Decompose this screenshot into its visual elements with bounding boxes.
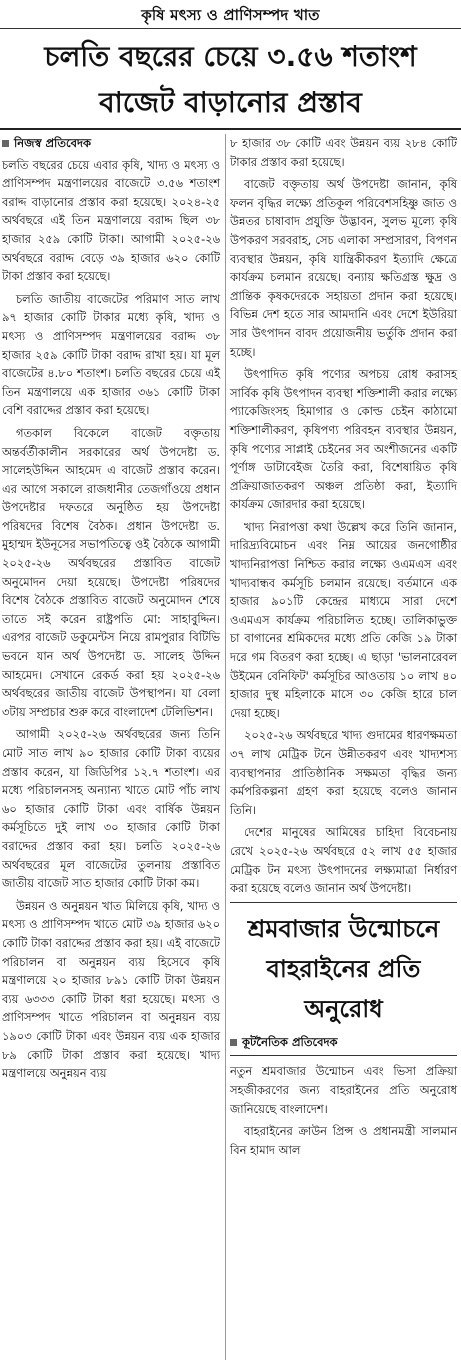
byline-rule — [230, 1055, 457, 1056]
paragraph: গতকাল বিকেলে বাজেট বক্তৃতায় অন্তর্বর্তীকালীন সরকারের অর্থ উপদেষ্টা ড. সালেহউদ্দিন আহমেদ এ বাজেট প্রস্তাব করেন। এর আগে সকালে রাজধানীর তেজগাঁওয়ে প্রধান উপদেষ্টার দফতরে অনুষ্ঠিত হয় উপদেষ্টা পরিষদের বিশেষ বৈঠক। প্রধান উপদেষ্টা ড. মুহাম্মদ ইউনূসের সভাপতিত্বে ওই বৈঠকে আগামী ২০২৫-২৬ অর্থবছরের প্রস্তাবিত বাজেট অনুমোদন দেয়া হয়েছে। উপদেষ্টা পরিষদের বিশেষ বৈঠকে প্রস্তাবিত বাজেট অনুমোদন শেষে তাতে সই করেন রাষ্ট্রপতি মো: সাহাবুদ্দিন। এরপর বাজেট ডকুমেন্টস নিয়ে রামপুরার বিটিভি ভবনে যান অর্থ উপদেষ্টা ড. সালেহ উদ্দিন আহমেদ। সেখানে রেকর্ড করা হয় ২০২৫-২৬ অর্থবছরের জাতীয় বাজেট উপস্থাপন। যা বেলা ৩টায় সম্প্রচার শুরু করে বাংলাদেশ টেলিভিশন। — [2, 425, 220, 719]
article-left-column — [2, 134, 220, 1087]
article-right-column — [230, 134, 457, 1163]
bullet-square-icon — [230, 1039, 237, 1046]
byline-text: কূটনৈতিক প্রতিবেদক — [242, 1034, 338, 1049]
headline: চলতি বছরের চেয়ে ৩.৫৬ শতাংশ বাজেট বাড়ানোর প্রস্তাব — [44, 40, 417, 119]
second-story-headline: শ্রমবাজার উন্মোচনে বাহরাইনের প্রতি অনুরোধ — [247, 914, 440, 1023]
paragraph: চলতি জাতীয় বাজেটের পরিমাণ সাত লাখ ৯৭ হাজার কোটি টাকার মধ্যে কৃষি, খাদ্য ও মৎস্য ও প্রাণিসম্পদ মন্ত্রণালয়ের বরাদ্দ ৩৮ হাজার ২৫৯ কোটি টাকা বরাদ্দ রাখা হয়। যা মূল বাজেটের ৪.৮০ শতাংশ। চলতি বছরের চেয়ে এই তিন মন্ত্রণালয়ে এক হাজার ৩৬১ কোটি টাকা বেশি বরাদ্দের প্রস্তাব করা হয়েছে। — [2, 291, 220, 418]
paragraph: নতুন শ্রমবাজার উন্মোচন এবং ভিসা প্রক্রিয়া সহজীকরণের জন্য বাহরাইনের প্রতি অনুরোধ জানিয়েছে বাংলাদেশ। — [230, 1064, 457, 1116]
byline-text: নিজস্ব প্রতিবেদক — [14, 136, 92, 150]
kicker-rule — [0, 28, 461, 29]
paragraph: উৎপাদিত কৃষি পণ্যের অপচয় রোধ করাসহ সার্বিক কৃষি উৎপাদন ব্যবস্থা শক্তিশালী করার লক্ষ্যে প্যাকেজিংসহ হিমাগার ও কোল্ড চেইন কাঠামো শক্তিশালীকরণ, কৃষিপণ্য পরিবহন ব্যবস্থার উন্নয়ন, কৃষি পণ্যের সাপ্লাই চেইনের সব অংশীজনের একটি পূর্ণাঙ্গ ডাটাবেইজ তৈরি করা, বিশেষায়িত কৃষি প্রক্রিয়াজাতকরণ অঞ্চল প্রতিষ্ঠা করা, ইত্যাদি কার্যক্রম জোরদার করা হয়েছে। — [230, 367, 457, 512]
story-separator — [230, 902, 457, 903]
paragraph: বাহরাইনের ক্রাউন প্রিন্স ও প্রধানমন্ত্রী সালমান বিন হামাদ আল — [230, 1124, 457, 1157]
paragraph: আগামী ২০২৫-২৬ অর্থবছরের জন্য তিনি মোট সাত লাখ ৯০ হাজার কোটি টাকা ব্যয়ের প্রস্তাব করেন, যা জিডিপির ১২.৭ শতাংশ। এর মধ্যে পরিচালনসহ অন্যান্য খাতে মোট পাঁচ লাখ ৬০ হাজার কোটি টাকা এবং বার্ষিক উন্নয়ন কর্মসূচিতে দুই লাখ ৩০ হাজার কোটি টাকা বরাদ্দের প্রস্তাব করা হয়। চলতি ২০২৫-২৬ অর্থবছরের মূল বাজেটের তুলনায় প্রস্তাবিত জাতীয় বাজেট সাত হাজার কোটি টাকা কম। — [2, 727, 220, 891]
headline-rule — [0, 128, 461, 130]
paragraph: চলতি বছরের চেয়ে এবার কৃষি, খাদ্য ও মৎস্য ও প্রাণিসম্পদ মন্ত্রণালয়ের বাজেটে ৩.৫৬ শতাংশ বরাদ্দ বাড়ানোর প্রস্তাব করা হয়েছে। ২০২৪-২৫ অর্থবছরে এই তিন মন্ত্রণালয়ে বরাদ্দ ছিল ৩৮ হাজার ২৫৯ কোটি টাকা। আগামী ২০২৫-২৬ অর্থবছরে বরাদ্দ বেড়ে ৩৯ হাজার ৬২০ কোটি টাকা প্রস্তাব করা হয়েছে। — [2, 157, 220, 284]
paragraph: ৮ হাজার ৩৮ কোটি এবং উন্নয়ন ব্যয় ২৮৪ কোটি টাকার প্রস্তাব করা হয়েছে। — [230, 136, 457, 169]
paragraph: বাজেট বক্তৃতায় অর্থ উপদেষ্টা জানান, কৃষি ফলন বৃদ্ধির লক্ষ্যে প্রতিকূল পরিবেশসহিষ্ণু জাত ও উন্নতর চাষাবাদ প্রযুক্তি উদ্ভাবন, সুলভ মূল্যে কৃষি উপকরণ সরবরাহ, সেচ এলাকা সম্প্রসারণ, বিপণন ব্যবস্থার উন্নয়ন, কৃষি যান্ত্রিকীকরণ ইত্যাদি ক্ষেত্রে কার্যক্রম চলমান রয়েছে। বন্যায় ক্ষতিগ্রস্ত ক্ষুদ্র ও প্রান্তিক কৃষকদেরকে সহায়তা প্রদান করা হয়েছে। বিভিন্ন দেশ হতে সার আমদানি এবং দেশে ইউরিয়া সার উৎপাদন বাবদ প্রয়োজনীয় ভর্তুকি প্রদান করা হচ্ছে। — [230, 177, 457, 359]
paragraph: দেশের মানুষের আমিষের চাহিদা বিবেচনায় রেখে ২০২৫-২৬ অর্থবছরে ৫২ লাখ ৫৫ হাজার মেট্রিক টন মৎস্য উৎপাদনের লক্ষ্যমাত্রা নির্ধারণ করা হয়েছে বলেও জানান অর্থ উপদেষ্টা। — [230, 825, 457, 896]
byline — [230, 1033, 457, 1052]
paragraph: ২০২৫-২৬ অর্থবছরে খাদ্য গুদামের ধারণক্ষমতা ৩৭ লাখ মেট্রিক টনে উন্নীতকরণ এবং খাদ্যশস্য ব্যবস্থাপনার প্রাতিষ্ঠানিক সক্ষমতা বৃদ্ধির জন্য কর্মপরিকল্পনা গ্রহণ করা হয়েছে বলেও জানান তিনি। — [230, 728, 457, 817]
section-kicker: কৃষি মৎস্য ও প্রাণিসম্পদ খাত — [141, 6, 320, 24]
column-divider — [225, 134, 226, 1360]
byline — [2, 134, 220, 153]
paragraph: উন্নয়ন ও অনুন্নয়ন খাত মিলিয়ে কৃষি, খাদ্য ও মৎস্য ও প্রাণিসম্পদ খাতে মোট ৩৯ হাজার ৬২০ কোটি টাকা বরাদ্দের প্রস্তাব করা হয়। এই বাজেটে পরিচালন বা অনুন্নয়ন ব্যয় হিসেবে কৃষি মন্ত্রণালয়ে ২০ হাজার ৮৯১ কোটি টাকা উন্নয়ন ব্যয় ৬৩৩৩ কোটি টাকা ধরা হয়েছে। মৎস্য ও প্রাণিসম্পদ খাতে পরিচালন বা অনুন্নয়ন ব্যয় ১৯০৩ কোটি টাকা এবং উন্নয়ন ব্যয় এক হাজার ৮৯ কোটি টাকা প্রস্তাব করা হয়েছে। খাদ্য মন্ত্রণালয়ে অনুন্নয়ন ব্যয় — [2, 898, 220, 1081]
bullet-square-icon — [2, 140, 9, 147]
paragraph: খাদ্য নিরাপত্তা কথা উল্লেখ করে তিনি জানান, দারিদ্র্যবিমোচন এবং নিম্ন আয়ের জনগোষ্ঠীর খাদ্যনিরাপত্তা নিশ্চিত করার লক্ষ্যে ওএমএস এবং খাদ্যবান্ধব কর্মসূচি চলমান রয়েছে। বর্তমানে এক হাজার ৯০১টি কেন্দ্রের মাধ্যমে সারা দেশে ওএমএস কার্যক্রম পরিচালিত হচ্ছে। তালিকাভুক্ত চা বাগানের শ্রমিকদের মধ্যে প্রতি কেজি ১৯ টাকা দরে গম বিতরণ করা হচ্ছে। এ ছাড়া 'ভালনারেবল উইমেন বেনিফিট' কর্মসূচির আওতায় ১০ লাখ ৪০ হাজার দুস্থ মহিলাকে মাসে ৩০ কেজি হারে চাল দেয়া হচ্ছে। — [230, 519, 457, 720]
